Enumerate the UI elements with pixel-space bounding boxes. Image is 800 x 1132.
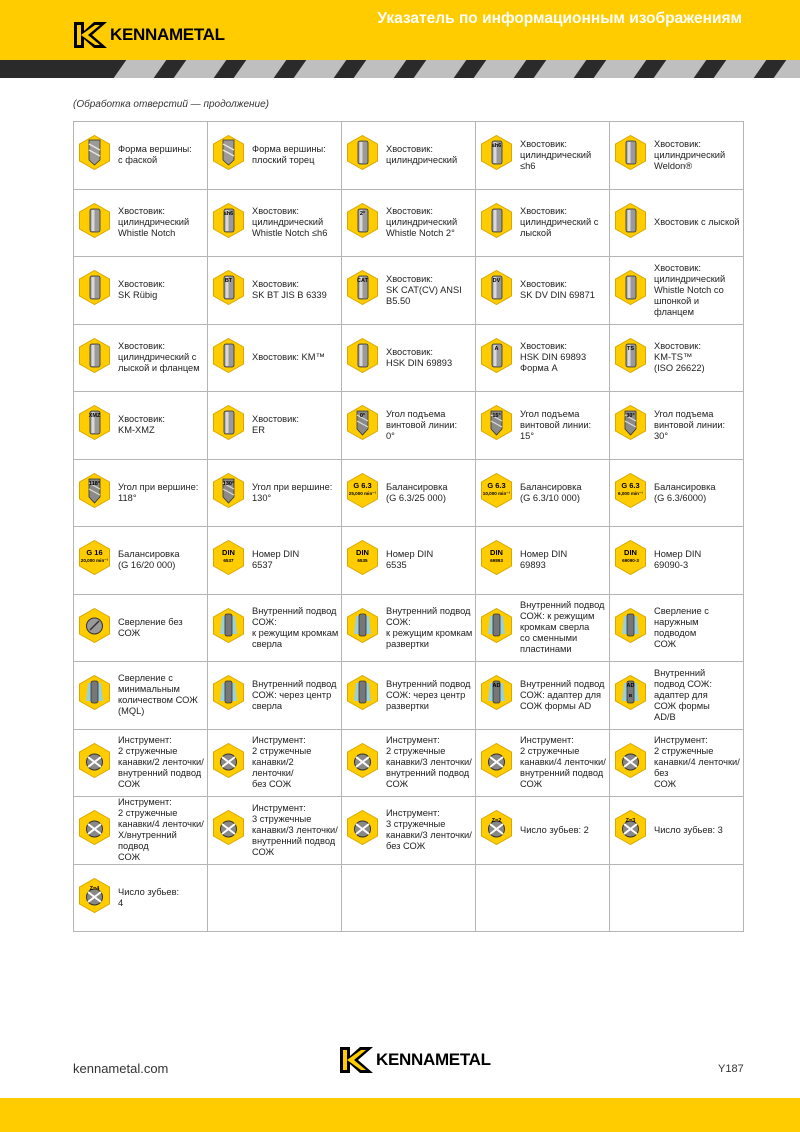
table-row [74, 392, 744, 460]
svg-text:DIN: DIN [222, 548, 235, 558]
legend-label: Инструмент: 2 стружечные канавки/4 ленточки/ без СОЖ [654, 735, 740, 790]
svg-text:G 6.3: G 6.3 [487, 480, 506, 490]
legend-label: Угол при вершине: 130° [252, 481, 333, 503]
shank-km-icon [208, 338, 244, 378]
svg-text:10,000 min⁻¹: 10,000 min⁻¹ [482, 490, 511, 496]
svg-text:≤h6: ≤h6 [223, 210, 234, 217]
shank-hsk-icon [342, 338, 378, 378]
svg-text:6535: 6535 [357, 558, 368, 564]
legend-label: Инструмент: 3 стружечные канавки/3 ленточки/ внутренний подвод СОЖ [252, 802, 338, 857]
legend-label: Инструмент: 2 стружечные канавки/3 ленточки/ внутренний подвод СОЖ [386, 735, 472, 790]
legend-label: Сверление с минимальным количеством СОЖ (MQL) [118, 673, 198, 717]
tool-3flute-3margin-coolant-icon [208, 810, 244, 850]
coolant-center-reamer-icon [342, 675, 378, 715]
svg-text:BT: BT [224, 278, 233, 285]
svg-text:Z=3: Z=3 [625, 818, 636, 825]
svg-text:G 6.3: G 6.3 [353, 480, 372, 490]
legend-cell [342, 190, 476, 258]
legend-label: Хвостовик: цилиндрический Whistle Notch ≤h6 [252, 206, 328, 239]
legend-label: Хвостовик: цилиндрический Whistle Notch со шпонкой и фланцем [654, 262, 726, 317]
header-stripe [0, 60, 800, 78]
legend-label: Балансировка (G 6.3/6000) [654, 481, 716, 503]
svg-text:0°: 0° [359, 413, 366, 420]
svg-text:AD: AD [626, 683, 635, 690]
legend-label: Хвостовик: цилиндрический Weldon® [654, 138, 726, 171]
legend-label: Хвостовик: SK CAT(CV) ANSI B5.50 [386, 273, 462, 306]
legend-label: Номер DIN 69893 [520, 549, 568, 571]
legend-cell [74, 730, 208, 798]
shank-hsk-a-icon [476, 338, 512, 378]
svg-text:G 16: G 16 [86, 548, 103, 558]
legend-cell [610, 257, 744, 325]
legend-cell [74, 865, 208, 933]
legend-label: Хвостовик: SK BT JIS B 6339 [252, 279, 327, 301]
legend-label: Хвостовик: KM-TS™ (ISO 26622) [654, 341, 705, 374]
teeth-3-icon [610, 810, 646, 850]
teeth-2-icon [476, 810, 512, 850]
legend-label: Внутренний подвод СОЖ: адаптер для СОЖ формы AD/B [654, 667, 712, 722]
table-row [74, 797, 744, 865]
legend-cell [610, 730, 744, 798]
legend-cell [208, 122, 342, 190]
legend-label: Балансировка (G 16/20 000) [118, 549, 180, 571]
empty-cell [610, 865, 744, 933]
shank-whistle-notch-2deg-icon [342, 203, 378, 243]
legend-cell [342, 797, 476, 865]
table-row [74, 257, 744, 325]
svg-text:20,000 min⁻¹: 20,000 min⁻¹ [80, 558, 109, 564]
balance-g63-10000-icon [476, 473, 512, 513]
legend-label: Инструмент: 3 стружечные канавки/3 ленточки/ без СОЖ [386, 808, 472, 852]
din-69090-3-icon [610, 540, 646, 580]
legend-cell [610, 527, 744, 595]
legend-cell [476, 527, 610, 595]
svg-text:TS: TS [626, 345, 635, 352]
shank-cylindrical-h6-icon [476, 135, 512, 175]
legend-cell [208, 392, 342, 460]
shank-weldon-icon [610, 135, 646, 175]
svg-text:Z=2: Z=2 [491, 818, 502, 825]
external-coolant-icon [610, 608, 646, 648]
legend-cell [74, 527, 208, 595]
svg-text:6537: 6537 [223, 558, 234, 564]
legend-label: Сверление с наружным подводом СОЖ [654, 605, 709, 649]
svg-text:B: B [628, 693, 633, 699]
tool-2flute-2margin-dry-icon [208, 743, 244, 783]
coolant-center-drill-icon [208, 675, 244, 715]
legend-cell [208, 325, 342, 393]
legend-label: Внутренний подвод СОЖ: к режущим кромкам развертки [386, 605, 473, 649]
tool-2flute-4margin-coolant-icon [476, 743, 512, 783]
svg-text:15°: 15° [492, 413, 501, 420]
legend-label: Внутренний подвод СОЖ: к режущим кромкам сверла [252, 605, 339, 649]
tool-2flute-4margin-dry-icon [610, 743, 646, 783]
table-row [74, 662, 744, 730]
table-row [74, 122, 744, 190]
legend-cell [74, 797, 208, 865]
shank-whistle-notch-icon [74, 203, 110, 243]
legend-label: Угол подъема винтовой линии: 15° [520, 408, 592, 441]
icon-legend-table [73, 121, 744, 932]
svg-text:25,000 min⁻¹: 25,000 min⁻¹ [348, 490, 377, 496]
mql-drilling-icon [74, 675, 110, 715]
legend-label: Хвостовик: ER [252, 414, 299, 436]
table-row [74, 190, 744, 258]
din-6535-icon [342, 540, 378, 580]
legend-cell [342, 460, 476, 528]
point-angle-118-icon [74, 473, 110, 513]
legend-cell [342, 325, 476, 393]
legend-label: Балансировка (G 6.3/25 000) [386, 481, 448, 503]
legend-label: Хвостовик: KM™ [252, 352, 325, 363]
legend-cell [342, 392, 476, 460]
balance-g16-20000-icon [74, 540, 110, 580]
legend-cell [610, 595, 744, 663]
legend-cell [610, 460, 744, 528]
tool-2flute-4margin-x-icon [74, 810, 110, 850]
dry-drilling-icon [74, 608, 110, 648]
point-angle-130-icon [208, 473, 244, 513]
svg-text:Z=4: Z=4 [89, 885, 100, 892]
coolant-adapter-ad-icon [476, 675, 512, 715]
legend-cell [208, 257, 342, 325]
legend-label: Хвостовик с лыской [654, 217, 740, 228]
legend-label: Внутренний подвод СОЖ: адаптер для СОЖ формы AD [520, 678, 605, 711]
svg-text:69893: 69893 [490, 558, 503, 564]
svg-text:G 6.3: G 6.3 [621, 480, 640, 490]
legend-label: Хвостовик: HSK DIN 69893 [386, 346, 453, 368]
tool-2flute-3margin-coolant-icon [342, 743, 378, 783]
legend-cell [342, 257, 476, 325]
legend-cell [476, 797, 610, 865]
svg-text:2°: 2° [359, 210, 366, 217]
legend-label: Номер DIN 6535 [386, 549, 434, 571]
coolant-insert-drill-icon [476, 608, 512, 648]
page-number: Y187 [718, 1063, 744, 1075]
footer-bar [0, 1098, 800, 1132]
legend-label: Внутренний подвод СОЖ: к режущим кромкам сверла со сменными пластинами [520, 600, 605, 655]
legend-cell [476, 257, 610, 325]
legend-cell [476, 392, 610, 460]
legend-label: Хвостовик: цилиндрический с лыской и фланцем [118, 341, 200, 374]
svg-text:6,000 min⁻¹: 6,000 min⁻¹ [618, 490, 643, 496]
shank-km-xmz-icon [74, 405, 110, 445]
empty-cell [342, 865, 476, 933]
legend-label: Хвостовик: цилиндрический Whistle Notch [118, 206, 190, 239]
empty-cell [476, 865, 610, 933]
legend-cell [74, 190, 208, 258]
kennametal-k-icon [340, 1047, 374, 1073]
svg-text:DIN: DIN [490, 548, 503, 558]
table-row [74, 325, 744, 393]
legend-label: Хвостовик: цилиндрический [386, 144, 458, 166]
coolant-drill-edges-icon [208, 608, 244, 648]
shank-cylindrical-flat-flange-icon [74, 338, 110, 378]
shank-sk-bt-icon [208, 270, 244, 310]
legend-cell [610, 392, 744, 460]
website-link[interactable]: kennametal.com [73, 1061, 169, 1076]
legend-label: Угол при вершине: 118° [118, 481, 199, 503]
coolant-reamer-edges-icon [342, 608, 378, 648]
legend-cell [476, 325, 610, 393]
legend-label: Форма вершины: с фаской [118, 144, 192, 166]
legend-label: Угол подъема винтовой линии: 0° [386, 408, 458, 441]
legend-cell [208, 797, 342, 865]
shank-sk-dv-icon [476, 270, 512, 310]
legend-cell [342, 122, 476, 190]
din-6537-icon [208, 540, 244, 580]
legend-cell [74, 257, 208, 325]
legend-cell [476, 595, 610, 663]
shank-er-icon [208, 405, 244, 445]
balance-g63-25000-icon [342, 473, 378, 513]
legend-cell [476, 730, 610, 798]
drill-flat-icon [208, 135, 244, 175]
legend-label: Внутренний подвод СОЖ: через центр сверла [252, 678, 337, 711]
legend-label: Инструмент: 2 стружечные канавки/4 ленточки/ X/внутренний подвод СОЖ [118, 797, 204, 863]
legend-cell [208, 730, 342, 798]
tool-3flute-3margin-dry-icon [342, 810, 378, 850]
section-subtitle: (Обработка отверстий — продолжение) [73, 99, 269, 110]
legend-label: Балансировка (G 6.3/10 000) [520, 481, 582, 503]
legend-cell [476, 662, 610, 730]
helix-15-icon [476, 405, 512, 445]
table-row [74, 460, 744, 528]
svg-text:≤h6: ≤h6 [491, 143, 502, 150]
svg-text:A: A [494, 345, 499, 352]
brand-name: KENNAMETAL [110, 25, 225, 44]
legend-cell [476, 460, 610, 528]
legend-cell [610, 662, 744, 730]
legend-cell [342, 595, 476, 663]
helix-30-icon [610, 405, 646, 445]
legend-label: Инструмент: 2 стружечные канавки/2 ленточки/ внутренний подвод СОЖ [118, 735, 204, 790]
svg-text:118°: 118° [88, 480, 101, 487]
shank-sk-cat-icon [342, 270, 378, 310]
legend-cell [208, 527, 342, 595]
legend-label: Число зубьев: 4 [118, 886, 180, 908]
legend-cell [74, 460, 208, 528]
drill-chamfer-icon [74, 135, 110, 175]
legend-label: Инструмент: 2 стружечные канавки/4 ленточки/ внутренний подвод СОЖ [520, 735, 606, 790]
svg-text:69090-3: 69090-3 [622, 558, 639, 564]
svg-text:DIN: DIN [356, 548, 369, 558]
teeth-4-icon [74, 878, 110, 918]
legend-label: Хвостовик: SK Rübig [118, 279, 165, 301]
shank-whistle-notch-h6-icon [208, 203, 244, 243]
legend-label: Номер DIN 6537 [252, 549, 300, 571]
table-row [74, 595, 744, 663]
legend-cell [342, 527, 476, 595]
svg-text:XMZ: XMZ [88, 413, 101, 420]
legend-cell [476, 190, 610, 258]
shank-sk-rubig-icon [74, 270, 110, 310]
page-title: Указатель по информационным изображениям [377, 10, 742, 27]
legend-cell [476, 122, 610, 190]
shank-cylindrical-flat-icon [476, 203, 512, 243]
legend-cell [342, 662, 476, 730]
legend-label: Угол подъема винтовой линии: 30° [654, 408, 726, 441]
legend-cell [610, 122, 744, 190]
shank-whistle-notch-key-icon [610, 270, 646, 310]
kennametal-k-icon [74, 22, 108, 48]
svg-text:AD: AD [492, 683, 501, 690]
table-row [74, 730, 744, 798]
shank-km-ts-icon [610, 338, 646, 378]
svg-text:CAT: CAT [357, 278, 368, 285]
legend-label: Внутренний подвод СОЖ: через центр развертки [386, 678, 471, 711]
svg-text:30°: 30° [626, 413, 635, 420]
footer-kennametal-logo [340, 1047, 491, 1073]
tool-2flute-2margin-coolant-icon [74, 743, 110, 783]
legend-cell [342, 730, 476, 798]
svg-text:DIN: DIN [624, 548, 637, 558]
legend-cell [74, 595, 208, 663]
header-bar [0, 0, 800, 60]
legend-label: Сверление без СОЖ [118, 616, 183, 638]
kennametal-logo[interactable] [74, 22, 225, 48]
legend-cell [74, 392, 208, 460]
legend-label: Хвостовик: цилиндрический с лыской [520, 206, 599, 239]
footer-brand-name: KENNAMETAL [376, 1050, 491, 1069]
legend-cell [610, 797, 744, 865]
table-row [74, 527, 744, 595]
legend-cell [610, 325, 744, 393]
legend-label: Хвостовик: KM-XMZ [118, 414, 165, 436]
legend-label: Инструмент: 2 стружечные канавки/2 ленточки/ без СОЖ [252, 735, 312, 790]
legend-label: Хвостовик: HSK DIN 69893 Форма A [520, 341, 587, 374]
legend-cell [208, 460, 342, 528]
legend-cell [208, 662, 342, 730]
table-row [74, 865, 744, 933]
legend-label: Хвостовик: цилиндрический Whistle Notch 2° [386, 206, 458, 239]
legend-label: Номер DIN 69090-3 [654, 549, 702, 571]
svg-text:DV: DV [492, 278, 501, 285]
balance-g63-6000-icon [610, 473, 646, 513]
helix-0-icon [342, 405, 378, 445]
legend-cell [74, 122, 208, 190]
legend-label: Хвостовик: цилиндрический ≤h6 [520, 138, 592, 171]
legend-cell [74, 662, 208, 730]
din-69893-icon [476, 540, 512, 580]
svg-text:130°: 130° [222, 480, 235, 487]
empty-cell [208, 865, 342, 933]
legend-label: Форма вершины: плоский торец [252, 144, 326, 166]
shank-cylindrical-icon [342, 135, 378, 175]
legend-cell [74, 325, 208, 393]
legend-label: Число зубьев: 2 [520, 824, 589, 835]
legend-label: Хвостовик: SK DV DIN 69871 [520, 279, 595, 301]
legend-cell [208, 190, 342, 258]
legend-cell [610, 190, 744, 258]
shank-flat-icon [610, 203, 646, 243]
legend-label: Число зубьев: 3 [654, 824, 723, 835]
legend-cell [208, 595, 342, 663]
coolant-adapter-adb-icon [610, 675, 646, 715]
